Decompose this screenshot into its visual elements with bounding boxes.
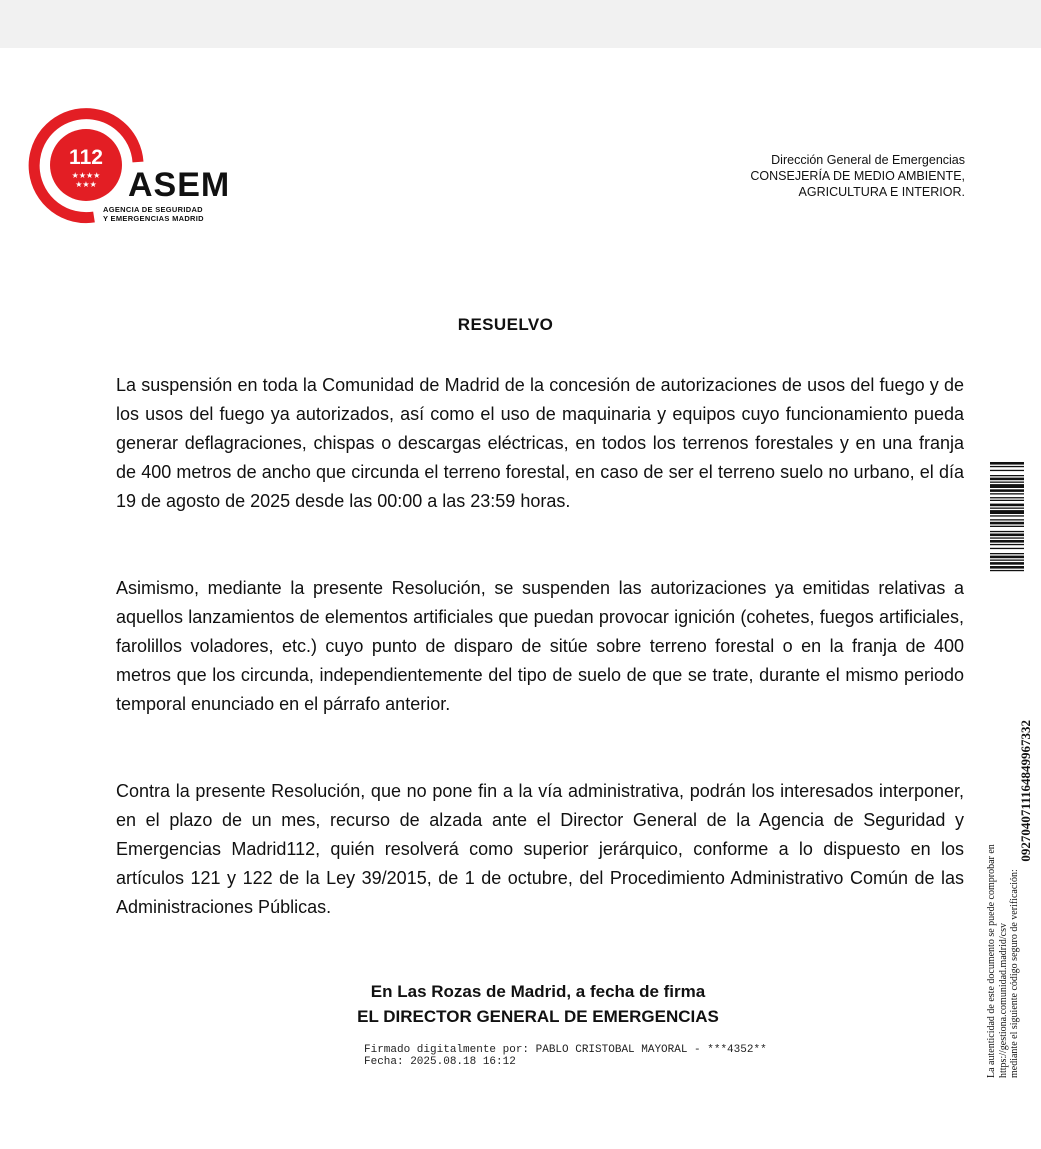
viewer-top-bar [0, 0, 1041, 48]
barcode-bar [990, 482, 1024, 483]
barcode-bar [990, 470, 1024, 471]
barcode-bar [990, 500, 1024, 501]
digital-signature-line1: Firmado digitalmente por: PABLO CRISTOBAL MAYORAL - ***4352** [364, 1044, 767, 1056]
barcode-bar [990, 510, 1024, 514]
barcode-bar [990, 466, 1024, 467]
paragraph-2: Asimismo, mediante la presente Resolución, se suspenden las autorizaciones ya emitidas relativas a aquellos lanzamientos de elementos artificiales que puedan provocar ignición (cohetes, fuegos artificiales, farolillos voladores, etc.) cuyo punto de disparo de sitúe sobre terreno forestal o en la franja de 400 metros que los circunda, independientemente del tipo de suelo de que se trate, durante el mismo periodo temporal enunciado en el párrafo anterior. [116, 578, 964, 714]
barcode-bar [990, 553, 1024, 554]
barcode-bar [990, 489, 1024, 492]
issuer-line1: Dirección General de Emergencias [771, 153, 965, 167]
digital-signature-date: Fecha: 2025.08.18 16:12 [364, 1056, 516, 1068]
issuer-line2: CONSEJERÍA DE MEDIO AMBIENTE, [750, 169, 965, 183]
logo-stars-row1: ★★★★ [71, 171, 101, 180]
logo-112-number: 112 [69, 146, 103, 169]
barcode-bar [990, 560, 1024, 561]
signature-place-date: En Las Rozas de Madrid, a fecha de firma [370, 982, 706, 1001]
logo-subtitle-line2: Y EMERGENCIAS MADRID [103, 214, 204, 223]
barcode-bar [990, 515, 1024, 516]
verification-barcode [990, 462, 1024, 622]
asem-logo [24, 100, 264, 230]
barcode-bar [990, 566, 1024, 569]
barcode-bar [990, 504, 1024, 507]
barcode-bar [990, 540, 1024, 543]
barcode-bar [990, 531, 1024, 532]
logo-subtitle [103, 205, 204, 223]
verification-notice-line2: https://gestiona.comunidad.madrid/csv [997, 923, 1009, 1078]
verification-notice [986, 844, 1021, 1078]
barcode-bar [990, 475, 1024, 476]
barcode-bar [990, 537, 1024, 538]
barcode-bar [990, 497, 1024, 498]
issuer-line3: AGRICULTURA E INTERIOR. [798, 185, 965, 199]
logo-wordmark: ASEM [128, 166, 231, 204]
barcode-bar [990, 534, 1024, 537]
barcode-bar [990, 562, 1024, 565]
barcode-bar [990, 526, 1024, 527]
paragraph-1: La suspensión en toda la Comunidad de Madrid de la concesión de autorizaciones de usos del fuego y de los usos del fuego ya autorizados, así como el uso de maquinaria y equipos cuyo funcionamiento pueda generar deflagraciones, chispas o descargas eléctricas, en todos los terrenos forestales y en una franja de 400 metros de ancho que circunda el terreno forestal, en caso de ser el terreno suelo no urbano, el día 19 de agosto de 2025 desde las 00:00 a las 23:59 horas. [116, 375, 964, 511]
logo-subtitle-line1: AGENCIA DE SEGURIDAD [103, 205, 203, 214]
barcode-bar [990, 519, 1024, 520]
verification-code: 0927040711164849967332 [1018, 720, 1033, 862]
barcode-bar [990, 548, 1024, 549]
barcode-bar [990, 544, 1024, 545]
barcode-bar [990, 522, 1024, 525]
document-title: RESUELVO [457, 315, 554, 334]
barcode-bar [990, 508, 1024, 509]
barcode-bar [990, 478, 1024, 481]
barcode-bar [990, 556, 1024, 559]
barcode-bar [990, 493, 1024, 494]
verification-notice-line3: mediante el siguiente código seguro de verificación: [1009, 869, 1020, 1078]
verification-notice-line1: La autenticidad de este documento se puede comprobar en [986, 844, 997, 1078]
signature-role: EL DIRECTOR GENERAL DE EMERGENCIAS [357, 1007, 719, 1026]
paragraph-3: Contra la presente Resolución, que no pone fin a la vía administrativa, podrán los interesados interponer, en el plazo de un mes, recurso de alzada ante el Director General de la Agencia de Seguridad y Emergencias Madrid112, quién resolverá como superior jerárquico, conforme a lo dispuesto en los artículos 121 y 122 de la Ley 39/2015, de 1 de octubre, del Procedimiento Administrativo Común de las Administraciones Públicas. [116, 781, 964, 917]
logo-stars-row2: ★★★ [75, 180, 97, 189]
barcode-bar [990, 462, 1024, 465]
digital-signature-stamp [364, 1044, 767, 1068]
issuer-header [750, 152, 965, 200]
barcode-bar [990, 570, 1024, 571]
barcode-bar [990, 484, 1024, 488]
